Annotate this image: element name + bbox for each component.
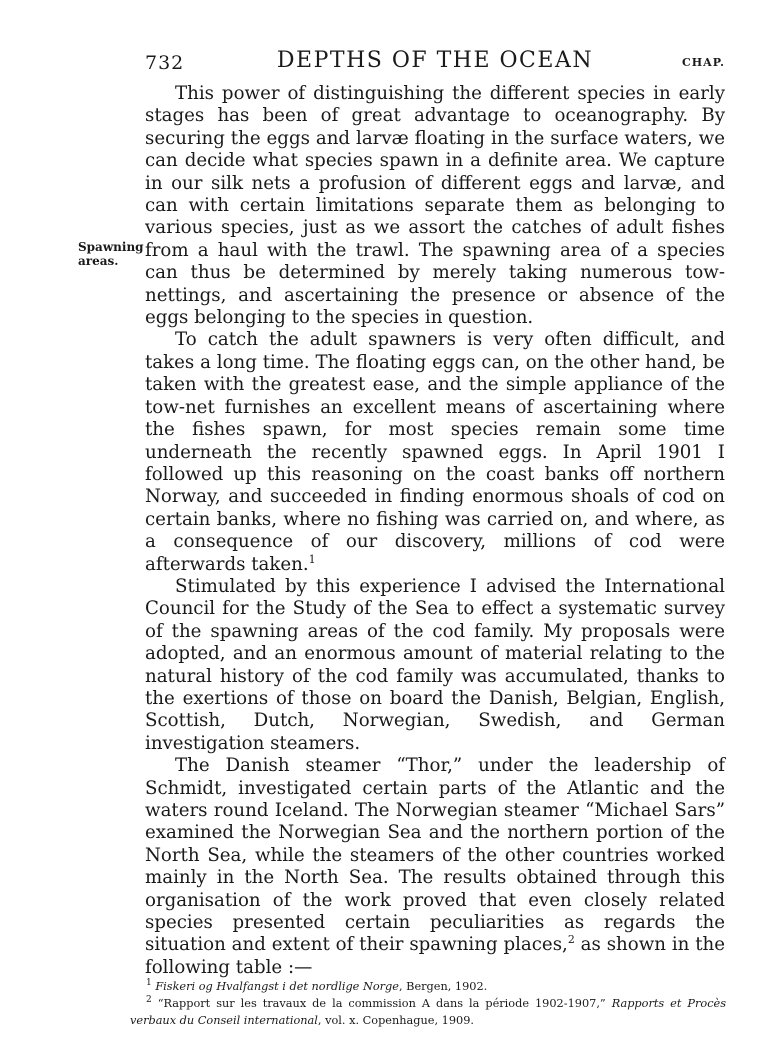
margin-note bbox=[78, 240, 144, 268]
footnote-title: Rapports et Procès verbaux du Conseil international bbox=[130, 997, 727, 1027]
paragraph-text: This power of distinguishing the different species in early stages has been of great advantage to oceanography. By securing the eggs and larvæ floating in the surface waters, we can decide what species spawn in a definite area. We capture in our silk nets a profusion of different eggs and larvæ, and can with certain limitations separate them as belonging to various species, just as we assort the catches of adult fishes from a haul with the trawl. The spawning area of a species can thus be determined by merely taking numerous tow-nettings, and ascertaining the presence or absence of the eggs belonging to the species in question. bbox=[145, 83, 725, 329]
footnote bbox=[130, 978, 726, 995]
chapter-label: CHAP. bbox=[682, 56, 725, 69]
paragraph bbox=[145, 576, 725, 755]
paragraph-text: as shown in the following table :— bbox=[145, 934, 725, 978]
footnotes bbox=[130, 978, 726, 1029]
footnote-marker: 1 bbox=[146, 978, 152, 989]
paragraph-text: The Danish steamer “Thor,” under the leadership of Schmidt, investigated certain parts of the Atlantic and the waters round Iceland. The Norwegian steamer “Michael Sars” examined the Norwegian Sea and the northern portion of the North Sea, while the steamers of the other countries worked mainly in the North Sea. The results obtained through this organisation of the work proved that even closely related species presented certain peculiarities as regards the situation and extent of their spawning places, bbox=[145, 755, 725, 956]
paragraph bbox=[145, 83, 725, 329]
footnote-text: “Rapport sur les travaux de la commission A dans la période 1902-1907,” bbox=[157, 997, 606, 1010]
paragraph bbox=[145, 329, 725, 575]
footnote-text: , Bergen, 1902. bbox=[398, 980, 488, 993]
footnote-title: Fiskeri og Hvalfangst i det nordlige Norge bbox=[155, 980, 399, 993]
paragraph bbox=[145, 755, 725, 979]
paragraph-text: To catch the adult spawners is very often difficult, and takes a long time. The floating eggs can, on the other hand, be taken with the greatest ease, and the simple appliance of the tow-net furnishes an excellent means of ascertaining where the fishes spawn, for most species remain some time underneath the recently spawned eggs. In April 1901 I followed up this reasoning on the coast banks off northern Norway, and succeeded in finding enormous shoals of cod on certain banks, where no fishing was carried on, and where, as a consequence of our discovery, millions of cod were afterwards taken. bbox=[145, 329, 725, 575]
footnote-reference: 2 bbox=[567, 933, 575, 947]
page-header bbox=[145, 48, 725, 78]
paragraph-text: Stimulated by this experience I advised the International Council for the Study of the Sea to effect a systematic survey of the spawning areas of the cod family. My proposals were adopted, and an enormous amount of material relating to the natural history of the cod family was accumulated, thanks to the exertions of those on board the Danish, Belgian, English, Scottish, Dutch, Norwegian, Swedish, and German investigation steamers. bbox=[145, 575, 725, 754]
footnote-reference: 1 bbox=[308, 552, 316, 566]
page-number: 732 bbox=[145, 52, 185, 74]
running-title: DEPTHS OF THE OCEAN bbox=[276, 48, 594, 73]
footnote-marker: 2 bbox=[146, 995, 152, 1006]
margin-note-line: areas. bbox=[78, 254, 119, 268]
margin-note-line: Spawning bbox=[78, 240, 144, 254]
footnote-text: , vol. x. Copenhague, 1909. bbox=[317, 1014, 474, 1027]
footnote bbox=[130, 995, 726, 1029]
body-text bbox=[145, 83, 725, 979]
